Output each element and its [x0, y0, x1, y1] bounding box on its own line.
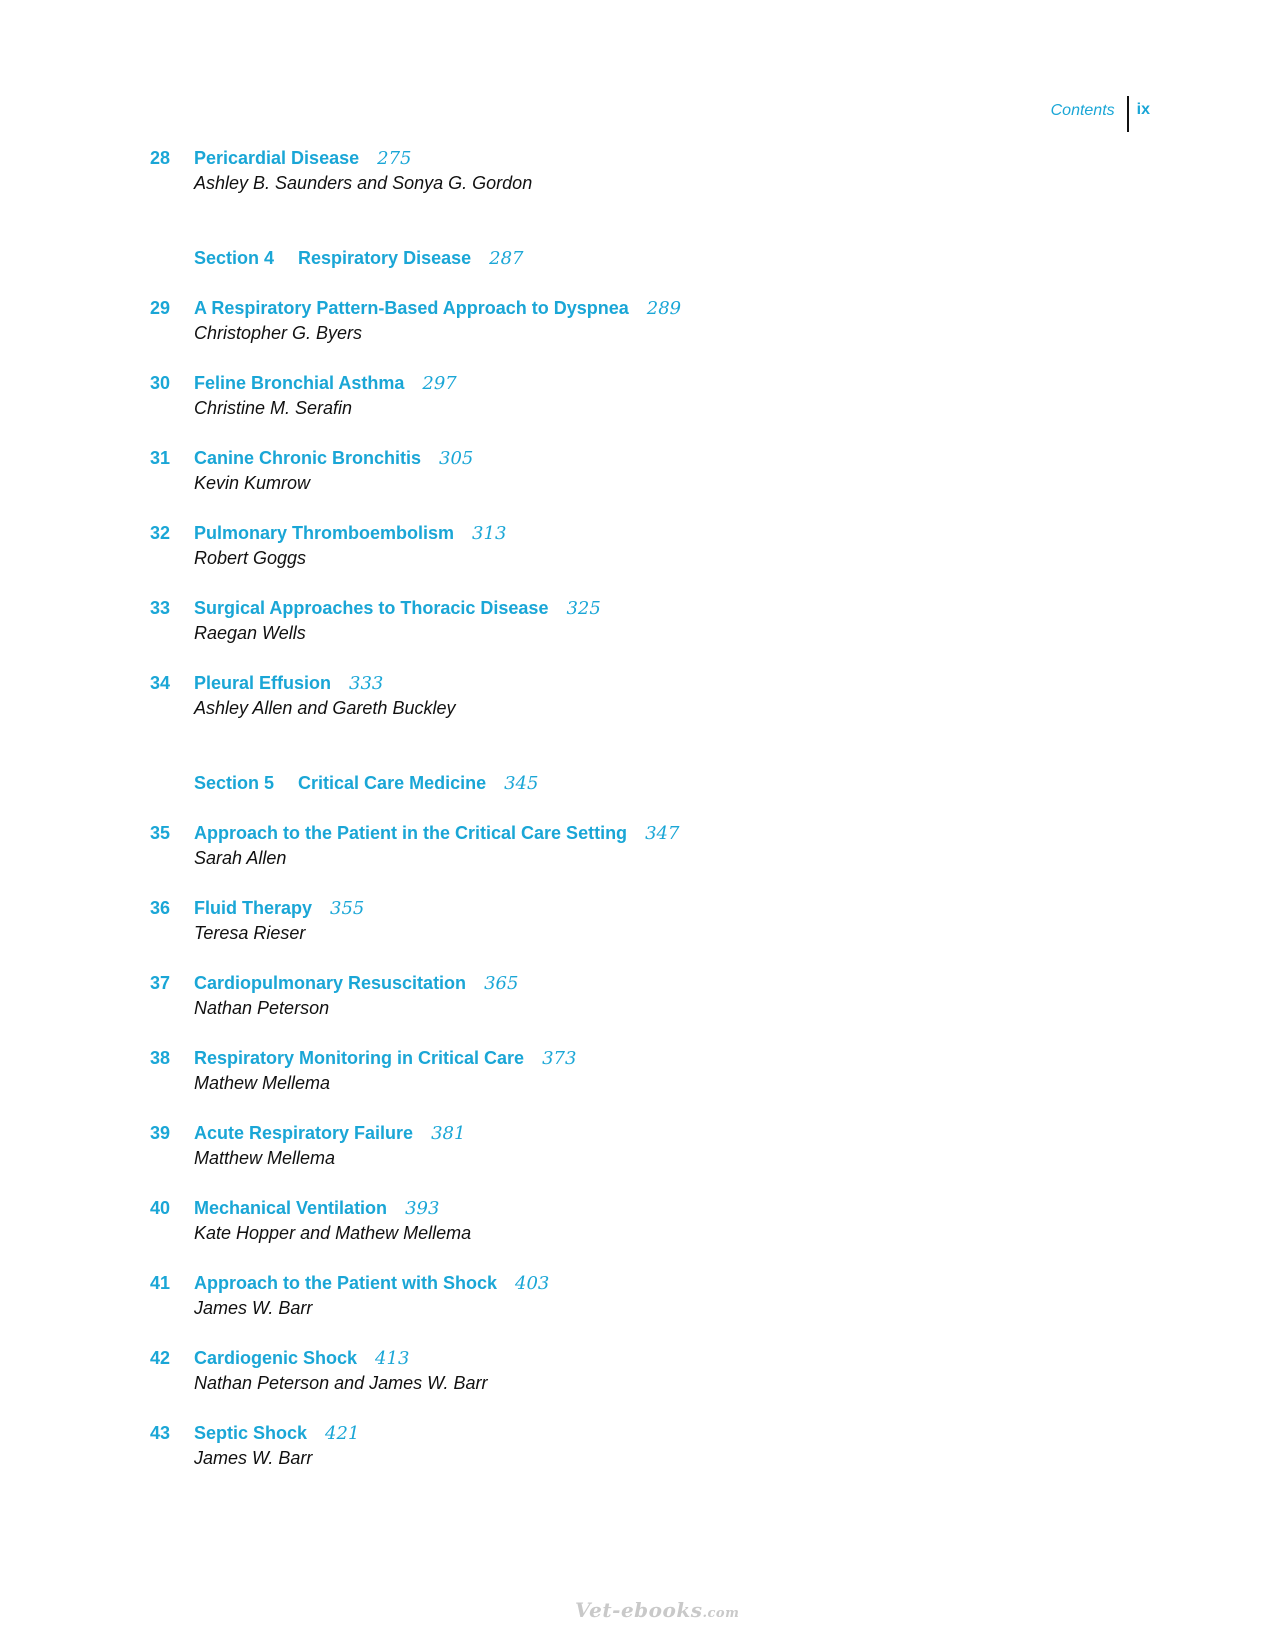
chapter-number: 40 [150, 1198, 171, 1218]
page-number: ix [1136, 101, 1150, 118]
chapter-number: 30 [150, 373, 171, 393]
chapter-author: Robert Goggs [194, 548, 307, 568]
chapter-author: Ashley B. Saunders and Sonya G. Gordon [194, 173, 533, 193]
watermark-domain: .com [702, 1606, 740, 1621]
section-label: Section 5 [194, 773, 275, 793]
chapter-page: 275 [377, 148, 412, 169]
chapter-author: Sarah Allen [194, 848, 287, 868]
chapter-number: 29 [150, 298, 171, 318]
chapter-number: 31 [150, 448, 171, 468]
chapter-title[interactable]: Pulmonary Thromboembolism [194, 523, 455, 543]
chapter-title[interactable]: Fluid Therapy [194, 898, 313, 918]
chapter-page: 355 [330, 898, 365, 919]
chapter-number: 36 [150, 898, 171, 918]
chapter-author: Nathan Peterson and James W. Barr [194, 1373, 488, 1393]
chapter-title[interactable]: Acute Respiratory Failure [194, 1123, 414, 1143]
section-page: 345 [504, 773, 539, 794]
chapter-author: Christopher G. Byers [194, 323, 363, 343]
chapter-number: 41 [150, 1273, 171, 1293]
chapter-author: James W. Barr [194, 1298, 313, 1318]
chapter-number: 28 [150, 148, 171, 168]
chapter-page: 289 [646, 298, 682, 319]
chapter-number: 39 [150, 1123, 171, 1143]
chapter-page: 393 [405, 1198, 440, 1219]
chapter-title[interactable]: A Respiratory Pattern-Based Approach to Dyspnea [194, 298, 629, 318]
running-head [1051, 96, 1150, 136]
chapter-page: 297 [422, 373, 457, 394]
chapter-title[interactable]: Pleural Effusion [194, 673, 332, 693]
chapter-number: 38 [150, 1048, 171, 1068]
chapter-title[interactable]: Septic Shock [194, 1423, 308, 1443]
chapter-author: James W. Barr [194, 1448, 313, 1468]
section-title[interactable]: Critical Care Medicine [298, 773, 487, 793]
chapter-number: 37 [150, 973, 171, 993]
chapter-page: 373 [542, 1048, 577, 1069]
chapter-author: Ashley Allen and Gareth Buckley [194, 698, 456, 718]
chapter-page: 403 [515, 1273, 550, 1294]
chapter-author: Teresa Rieser [194, 923, 306, 943]
chapter-number: 43 [150, 1423, 171, 1443]
chapter-title[interactable]: Cardiopulmonary Resuscitation [194, 973, 467, 993]
chapter-page: 347 [645, 823, 680, 844]
chapter-page: 305 [439, 448, 474, 469]
watermark-logo [575, 1598, 739, 1622]
chapter-page: 313 [472, 523, 507, 544]
section-label: Section 4 [194, 248, 275, 268]
chapter-title[interactable]: Cardiogenic Shock [194, 1348, 358, 1368]
chapter-number: 33 [150, 598, 171, 618]
section-page: 287 [489, 248, 524, 269]
watermark-text: Vet-ebooks [575, 1598, 703, 1622]
chapter-number: 34 [150, 673, 171, 693]
running-head-label: Contents [1050, 102, 1115, 119]
chapter-number: 35 [150, 823, 171, 843]
chapter-page: 381 [431, 1123, 466, 1144]
chapter-author: Mathew Mellema [194, 1073, 331, 1093]
chapter-title[interactable]: Approach to the Patient with Shock [194, 1273, 498, 1293]
chapter-author: Matthew Mellema [194, 1148, 336, 1168]
chapter-title[interactable]: Feline Bronchial Asthma [194, 373, 405, 393]
chapter-title[interactable]: Canine Chronic Bronchitis [194, 448, 422, 468]
chapter-title[interactable]: Pericardial Disease [194, 148, 360, 168]
chapter-page: 421 [325, 1423, 360, 1444]
chapter-title[interactable]: Surgical Approaches to Thoracic Disease [194, 598, 549, 618]
chapter-page: 325 [566, 598, 601, 619]
chapter-author: Christine M. Serafin [194, 398, 353, 418]
chapter-page: 333 [349, 673, 384, 694]
chapter-title[interactable]: Mechanical Ventilation [194, 1198, 388, 1218]
chapter-author: Kevin Kumrow [194, 473, 311, 493]
chapter-author: Raegan Wells [194, 623, 306, 643]
chapter-title[interactable]: Approach to the Patient in the Critical Care Setting [194, 823, 628, 843]
chapter-author: Kate Hopper and Mathew Mellema [194, 1223, 472, 1243]
chapter-author: Nathan Peterson [194, 998, 330, 1018]
chapter-number: 32 [150, 523, 171, 543]
chapter-page: 413 [375, 1348, 410, 1369]
section-title[interactable]: Respiratory Disease [298, 248, 472, 268]
chapter-title[interactable]: Respiratory Monitoring in Critical Care [194, 1048, 525, 1068]
chapter-page: 365 [484, 973, 519, 994]
chapter-number: 42 [150, 1348, 171, 1368]
